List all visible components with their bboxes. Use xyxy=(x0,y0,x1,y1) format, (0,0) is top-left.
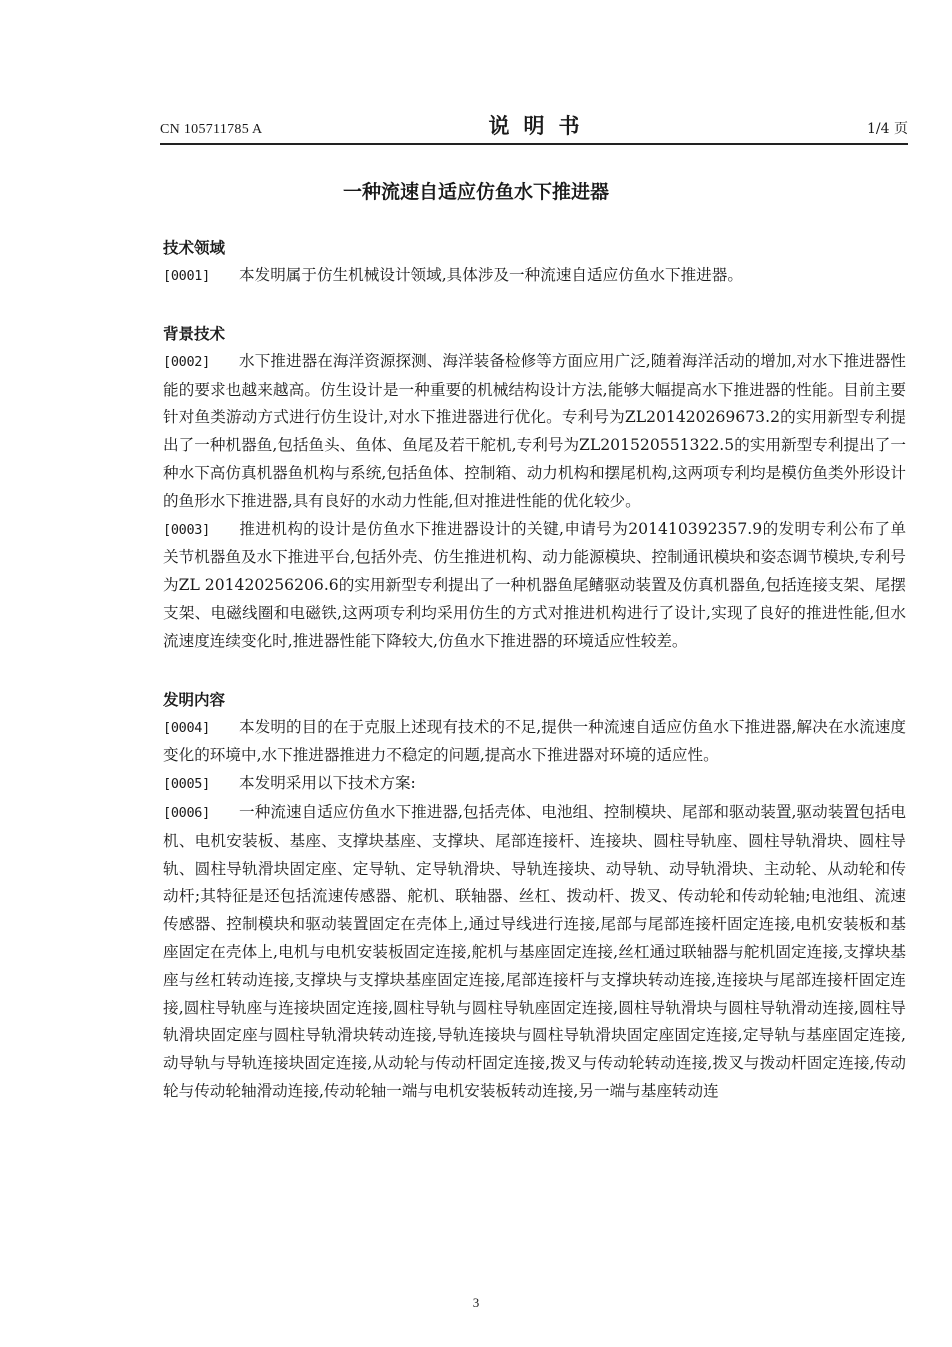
paragraph-text: 推进机构的设计是仿鱼水下推进器设计的关键,申请号为201410392357.9的发明专利公布了单关节机器鱼及水下推进平台,包括外壳、仿生推进机构、动力能源模块、控制通讯模块和姿态调节模块,专利号为ZL 201420256206.6的实用新型专利提出了一种机器鱼尾鳍驱动装置及仿真机器鱼,包括连接支架、尾摆支架、电磁线圈和电磁铁,这两项专利均采用仿生的方式对推进机构进行了设计,实现了良好的推进性能,但水流速度连续变化时,推进器性能下降较大,仿鱼水下推进器的环境适应性较差。 xyxy=(163,519,906,650)
paragraph-text: 本发明的目的在于克服上述现有技术的不足,提供一种流速自适应仿鱼水下推进器,解决在水流速度变化的环境中,水下推进器推进力不稳定的问题,提高水下推进器对环境的适应性。 xyxy=(163,717,906,765)
section-title: 说明书 xyxy=(488,113,594,138)
document-body xyxy=(163,234,906,1106)
paragraph xyxy=(163,516,906,656)
spacer xyxy=(163,656,906,686)
section-heading: 发明内容 xyxy=(163,690,226,709)
document-title: 一种流速自适应仿鱼水下推进器 xyxy=(342,181,609,203)
section-technical-field xyxy=(163,234,906,291)
paragraph xyxy=(163,770,906,799)
page-header xyxy=(160,112,908,144)
paragraph-text: 本发明采用以下技术方案: xyxy=(239,774,416,793)
paragraph-number: [0004] xyxy=(163,719,210,736)
paragraph xyxy=(163,262,906,291)
section-summary xyxy=(163,686,906,1106)
spacer xyxy=(163,291,906,320)
paragraph-number: [0001] xyxy=(163,268,210,284)
paragraph xyxy=(163,348,906,516)
page-number: 3 xyxy=(472,1295,480,1310)
page-indicator: 1/4 页 xyxy=(867,121,908,137)
paragraph-number: [0006] xyxy=(163,804,210,821)
paragraph-text: 水下推进器在海洋资源探测、海洋装备检修等方面应用广泛,随着海洋活动的增加,对水下推进器性能的要求也越来越高。仿生设计是一种重要的机械结构设计方法,能够大幅提高水下推进器的性能。目前主要针对鱼类游动方式进行仿生设计,对水下推进器进行优化。专利号为ZL201420269673.2的实用新型专利提出了一种机器鱼,包括鱼头、鱼体、鱼尾及若干舵机,专利号为ZL201520551322.5的实用新型专利提出了一种水下高仿真机器鱼机构与系统,包括鱼体、控制箱、动力机构和摆尾机构,这两项专利均是模仿鱼类外形设计的鱼形水下推进器,具有良好的水动力性能,但对推进性能的优化较少。 xyxy=(163,351,906,510)
header-divider xyxy=(160,143,908,145)
section-heading: 背景技术 xyxy=(163,324,226,343)
section-heading: 技术领域 xyxy=(163,239,226,257)
paragraph xyxy=(163,799,906,1106)
paragraph-number: [0003] xyxy=(163,521,210,538)
paragraph-text: 一种流速自适应仿鱼水下推进器,包括壳体、电池组、控制模块、尾部和驱动装置,驱动装置包括电机、电机安装板、基座、支撑块基座、支撑块、尾部连接杆、连接块、圆柱导轨座、圆柱导轨滑块、圆柱导轨、圆柱导轨滑块固定座、定导轨、定导轨滑块、导轨连接块、动导轨、动导轨滑块、主动轮、从动轮和传动杆;其特征是还包括流速传感器、舵机、联轴器、丝杠、拨动杆、拨叉、传动轮和传动轮轴;电池组、流速传感器、控制模块和驱动装置固定在壳体上,通过导线进行连接,尾部与尾部连接杆固定连接,电机安装板和基座固定在壳体上,电机与电机安装板固定连接,舵机与基座固定连接,丝杠通过联轴器与舵机固定连接,支撑块基座与丝杠转动连接,支撑块与支撑块基座固定连接,尾部连接杆与支撑块转动连接,连接块与尾部连接杆固定连接,圆柱导轨座与连接块固定连接,圆柱导轨与圆柱导轨座固定连接,圆柱导轨滑块与圆柱导轨滑动连接,圆柱导轨滑块固定座与圆柱导轨滑块转动连接,导轨连接块与圆柱导轨滑块固定座固定连接,定导轨与基座固定连接,动导轨与导轨连接块固定连接,从动轮与传动杆固定连接,拨叉与传动轮转动连接,拨叉与拨动杆固定连接,传动轮与传动轮轴滑动连接,传动轮轴一端与电机安装板转动连接,另一端与基座转动连 xyxy=(163,802,906,1100)
paragraph-number: [0005] xyxy=(163,776,210,793)
paragraph-number: [0002] xyxy=(163,353,210,370)
section-background xyxy=(163,320,906,656)
paragraph xyxy=(163,714,906,771)
document-number: CN 105711785 A xyxy=(160,122,263,137)
paragraph-text: 本发明属于仿生机械设计领域,具体涉及一种流速自适应仿鱼水下推进器。 xyxy=(239,266,743,284)
